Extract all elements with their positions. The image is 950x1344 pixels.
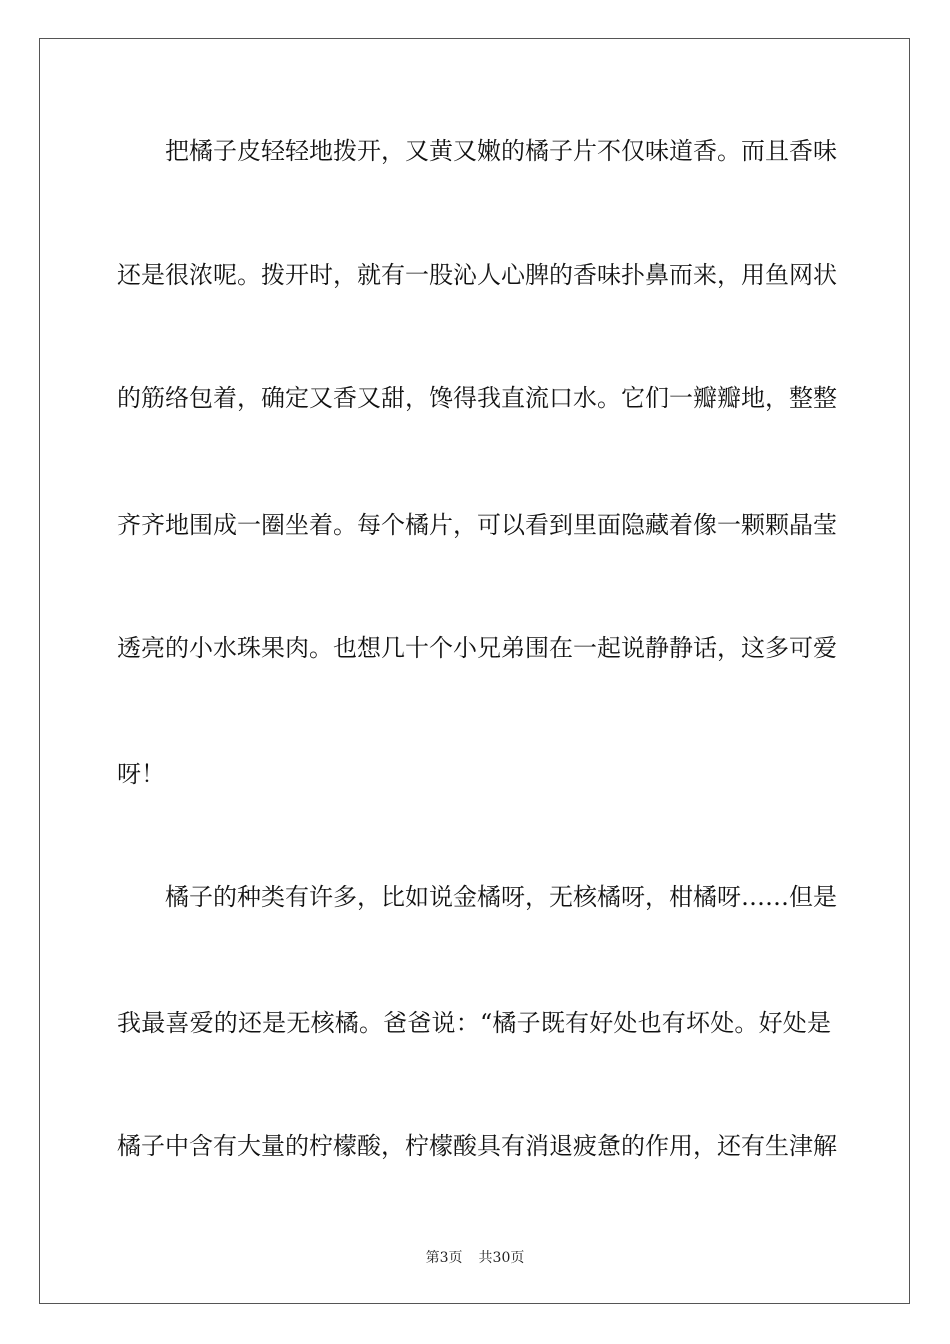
paragraph-line: 橘子中含有大量的柠檬酸，柠檬酸具有消退疲惫的作用，还有生津解 — [117, 1132, 837, 1160]
paragraph-line: 还是很浓呢。拨开时，就有一股沁人心脾的香味扑鼻而来，用鱼网状 — [117, 261, 837, 289]
page-frame — [39, 38, 910, 1304]
page-number: 第3页 — [425, 1250, 463, 1266]
paragraph-line: 橘子的种类有许多，比如说金橘呀，无核橘呀，柑橘呀……但是 — [165, 883, 837, 911]
paragraph-line: 呀！ — [117, 760, 165, 788]
paragraph-line: 齐齐地围成一圈坐着。每个橘片，可以看到里面隐藏着像一颗颗晶莹 — [117, 511, 837, 539]
paragraph-line: 把橘子皮轻轻地拨开，又黄又嫩的橘子片不仅味道香。而且香味 — [165, 137, 837, 165]
page-total: 共30页 — [478, 1250, 525, 1266]
paragraph-line: 透亮的小水珠果肉。也想几十个小兄弟围在一起说静静话，这多可爱 — [117, 634, 837, 662]
paragraph-line: 我最喜爱的还是无核橘。爸爸说：“橘子既有好处也有坏处。好处是 — [117, 1009, 831, 1037]
paragraph-line: 的筋络包着，确定又香又甜，馋得我直流口水。它们一瓣瓣地，整整 — [117, 384, 837, 412]
page-footer — [0, 1246, 950, 1270]
